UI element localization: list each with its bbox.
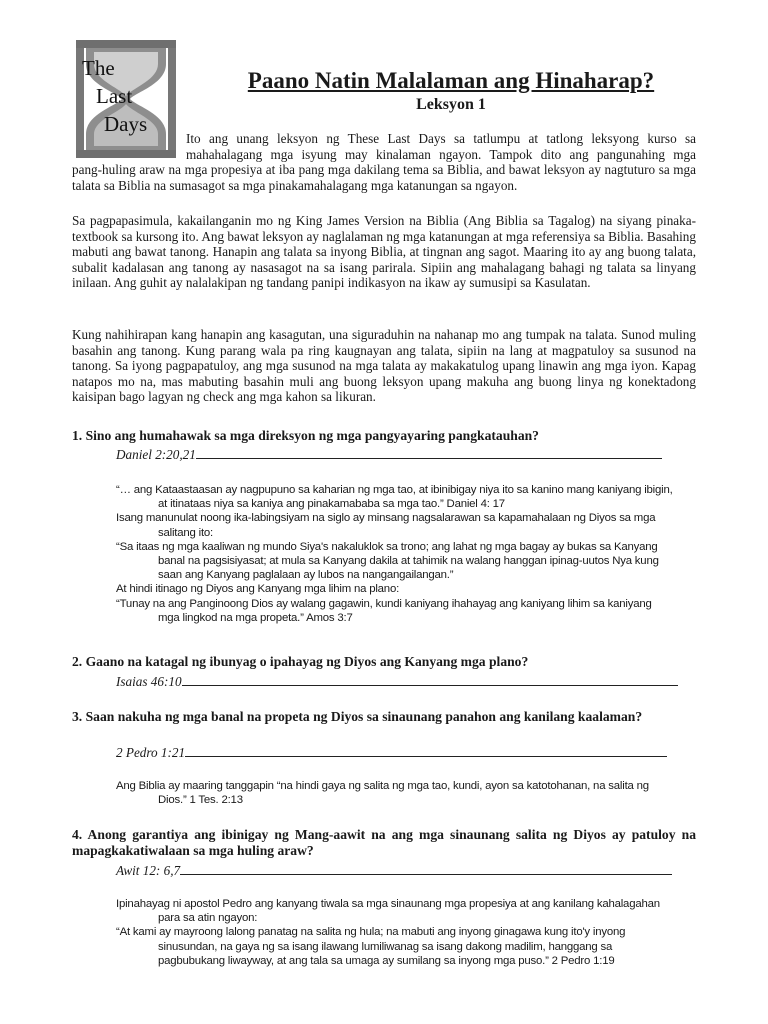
logo-text-last: Last [96,84,133,108]
answer-blank[interactable] [196,446,662,459]
note-text: Isang manunulat noong ika-labingsiyam na siglo ay minsang nagsalarawan sa kapamahalaan ng Diyos sa mga salitang ito: [116,512,656,539]
lesson-number: Leksyon 1 [416,96,486,113]
scripture-reference: Awit 12: 6,7 [116,863,181,878]
answer-blank[interactable] [180,862,672,875]
quote-text: Ang Biblia ay maaring tanggapin “na hindi gaya ng salita ng mga tao, kundi, ayon sa katotohanan, na salita ng Dios.” 1 Tes. 2:13 [116,780,649,807]
logo-text-days: Days [104,112,148,136]
question-2: 2. Gaano na katagal ng ibunyag o ipahayag ng Diyos ang Kanyang mga plano? [72,654,529,669]
question-1: 1. Sino ang humahawak sa mga direksyon ng mga pangyayaring pangkatauhan? [72,428,539,443]
intro-paragraph-2: Sa pagpapasimula, kakailanganin mo ng King James Version na Biblia (Ang Biblia sa Tagalog) na siyang pinaka- textbook sa kursong ito. Ang bawat leksyon ay naglalaman ng mga katanungan at mga referensiya sa Biblia. Basahing mabuti ang bawat tanong. Hanapin ang talata sa inyong Biblia, at tingnan ang sagot. Maaring ito ay ang buong talata, subalit kadalasan ang tanong ay nasasagot na sa isang parirala. Sipiin ang mahalagang bahagi ng talata sa linyang inilaan. Ang guhit ay nalalakipan ng tandang panipi indikasyon na ikaw ay sumusipi sa Kasulatan. [72,213,696,291]
quote-text: “Sa itaas ng mga kaaliwan ng mundo Siya's nakaluklok sa trono; ang lahat ng mga bagay ay bukas sa Kanyang banal na pagsisiyasat; at mula sa Kanyang dakila at tahimik na walang hanggan ipinag-uutos Nya kung saan ang Kanyang paglalaan ay lubos na nangangailangan.” [116,540,659,582]
question-4: 4. Anong garantiya ang ibinigay ng Mang-aawit na ang mga sinaunang salita ng Diyos ay patuloy na mapagkakatiwalaan sa mga huling araw? [72,827,696,858]
answer-blank[interactable] [182,673,678,686]
scripture-reference: 2 Pedro 1:21 [116,745,186,760]
quote-text: “Tunay na ang Panginoong Dios ay walang gagawin, kundi kaniyang ihahayag ang kaniyang lihim sa kaniyang mga lingkod na mga propeta.” Amos 3:7 [116,597,652,624]
notes-block-3 [116,779,676,807]
intro-paragraph-3: Kung nahihirapan kang hanapin ang kasagutan, una siguraduhin na nahanap mo ang tumpak na talata. Sunod muling basahin ang tanong. Kung parang wala pa ring kaugnayan ang talata, sipiin na lang at magpatuloy sa susunod na tanong. Sa iyong pagpapatuloy, ang mga susunod na mga talata ay makakatulog upang linawin ang mga iyon. Kapag natapos mo na, mas mabuting basahin muli ang buong leksyon upang makuha ang buong linya ng konektadong kaisipan bago lagyan ng check ang mga kahon sa likuran. [72,327,696,405]
scripture-reference: Isaias 46:10 [116,674,182,689]
note-text: Ipinahayag ni apostol Pedro ang kanyang tiwala sa mga sinaunang mga propesiya at ang kanilang kahalagahan para sa atin ngayon: [116,898,660,925]
note-text: At hindi itinago ng Diyos ang Kanyang mga lihim na plano: [116,583,400,596]
answer-line-2[interactable] [116,673,678,690]
page-title: Paano Natin Malalaman ang Hinaharap? [247,68,655,93]
intro-paragraph-1-rest: pang-huling araw na mga propesiya at iba pang mga dakilang tema sa Biblia, and bawat leksyon ay nagtuturo sa mga talata sa Biblia na sumasagot sa mga pinakamahalagang mga katanungan sa ngayon. [72,162,696,193]
intro-paragraph-1-first: Ito ang unang leksyon ng These Last Days sa tatlumpu at tatlong leksyong kurso sa mahahalagang mga isyung may kinalaman ngayon. Tampok dito ang pangunahing mga [186,131,696,162]
answer-blank[interactable] [185,744,667,757]
notes-block-1 [116,483,676,625]
answer-line-3[interactable] [116,744,667,761]
logo-text-the: The [82,56,115,80]
last-days-logo [70,38,182,160]
notes-block-4 [116,897,676,968]
answer-line-1[interactable] [116,446,662,463]
scripture-reference: Daniel 2:20,21 [116,447,196,462]
quote-text: “… ang Kataastaasan ay nagpupuno sa kaharian ng mga tao, at ibinibigay niya ito sa kanino mang kaniyang ibigin, at itinataas niya sa kaniya ang pinakamababa sa mga tao.” Daniel 4: 17 [116,484,673,511]
answer-line-4[interactable] [116,862,672,879]
question-3: 3. Saan nakuha ng mga banal na propeta ng Diyos sa sinaunang panahon ang kanilang kaalaman? [72,709,643,724]
quote-text: “At kami ay mayroong lalong panatag na salita ng hula; na mabuti ang inyong ginagawa kung ito'y inyong sinusundan, na gaya ng sa isang ilawang lumiliwanag sa isang dakong madilim, hanggang sa pagbubukang liwayway, at ang tala sa umaga ay sumilang sa inyong mga puso.” 2 Pedro 1:19 [116,926,626,967]
